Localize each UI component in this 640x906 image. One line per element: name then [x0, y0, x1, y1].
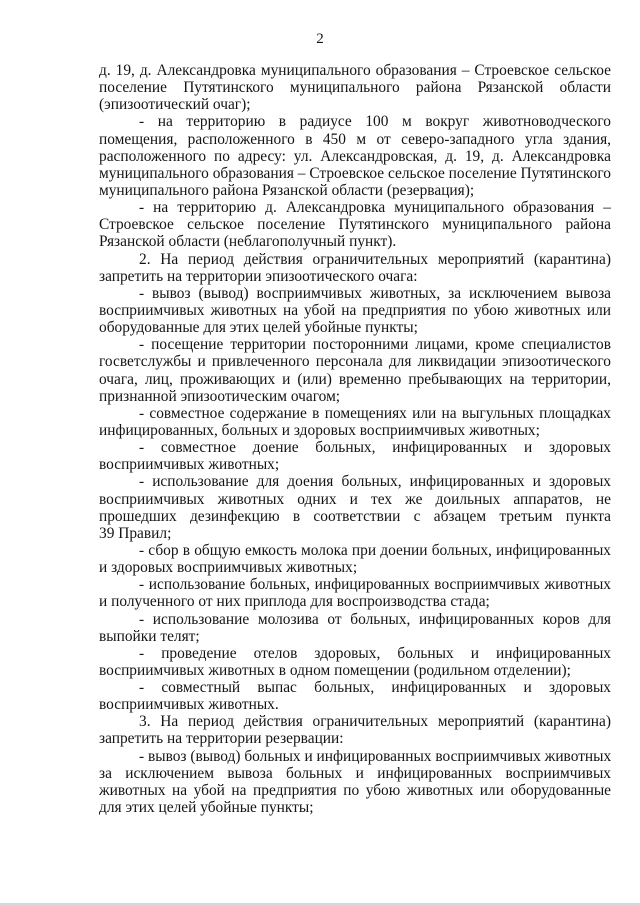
text-line: восприимчивых животных одних и тех же доильных аппаратов, не	[99, 490, 611, 508]
text-line: восприимчивых животных;	[99, 456, 280, 474]
text-line: инфицированных, больных и здоровых восприимчивых животных;	[99, 421, 540, 439]
text-line: выпойки телят;	[99, 627, 200, 645]
text-line: муниципального образования – Строевское сельское поселение Путятинского	[99, 164, 611, 182]
text-line: госветслужбы и привлеченного персонала для ликвидации эпизоотического	[99, 353, 611, 371]
text-line: - использование молозива от больных, инфицированных коров для	[139, 610, 611, 628]
text-line: признанной эпизоотическим очагом;	[99, 387, 341, 405]
text-line: - проведение отелов здоровых, больных и инфицированных	[139, 644, 611, 662]
text-line: муниципального района Рязанской области (резервация);	[99, 181, 475, 199]
text-line: 3. На период действия ограничительных мероприятий (карантина)	[139, 713, 611, 731]
text-line: - использование больных, инфицированных восприимчивых животных	[139, 576, 611, 594]
text-line: очага, лиц, проживающих и (или) временно пребывающих на территории,	[99, 370, 611, 388]
text-line: Строевское сельское поселение Путятинского муниципального района	[99, 216, 611, 234]
text-line: - совместный выпас больных, инфицированных и здоровых	[139, 679, 611, 697]
text-line: запретить на территории резервации:	[99, 730, 344, 748]
text-line: за исключением вывоза больных и инфицированных восприимчивых	[99, 764, 611, 782]
text-line: - совместное содержание в помещениях или на выгульных площадках	[139, 404, 611, 422]
text-line: д. 19, д. Александровка муниципального образования – Строевское сельское	[99, 62, 611, 79]
document-body	[99, 62, 611, 816]
text-line: 39 Правил;	[99, 524, 172, 542]
text-line: - посещение территории посторонними лицами, кроме специалистов	[139, 336, 611, 354]
text-line: - сбор в общую емкость молока при доении больных, инфицированных	[139, 541, 611, 559]
text-line: оборудованные для этих целей убойные пункты;	[99, 319, 418, 337]
text-line: - на территорию д. Александровка муниципального образования –	[139, 199, 611, 217]
text-line: прошедших дезинфекцию в соответствии с абзацем третьим пункта	[99, 507, 611, 525]
text-line: - на территорию в радиусе 100 м вокруг животноводческого	[139, 113, 611, 131]
text-line: - совместное доение больных, инфицированных и здоровых	[139, 439, 611, 457]
text-line: - вывоз (вывод) восприимчивых животных, за исключением вывоза	[139, 284, 611, 302]
text-line: для этих целей убойные пункты;	[99, 799, 314, 817]
text-line: помещения, расположенного в 450 м от северо-западного угла здания,	[99, 130, 611, 148]
text-line: восприимчивых животных на убой на предприятия по убою животных или	[99, 301, 611, 319]
text-line: восприимчивых животных в одном помещении (родильном отделении);	[99, 661, 571, 679]
text-line: поселение Путятинского муниципального района Рязанской области	[99, 79, 611, 97]
text-line: восприимчивых животных.	[99, 696, 279, 714]
text-line: (эпизоотический очаг);	[99, 96, 251, 114]
text-line: и здоровых восприимчивых животных;	[99, 559, 358, 577]
text-line: и полученного от них приплода для воспроизводства стада;	[99, 593, 490, 611]
text-line: животных на убой на предприятия по убою животных или оборудованные	[99, 781, 611, 799]
text-line: 2. На период действия ограничительных мероприятий (карантина)	[139, 250, 611, 268]
text-line: Рязанской области (неблагополучный пункт).	[99, 233, 397, 251]
text-line: запретить на территории эпизоотического очага:	[99, 267, 418, 285]
text-line: - использование для доения больных, инфицированных и здоровых	[139, 473, 611, 491]
text-line: - вывоз (вывод) больных и инфицированных восприимчивых животных	[139, 747, 612, 765]
text-line: расположенного по адресу: ул. Александровская, д. 19, д. Александровка	[99, 147, 611, 165]
page-number: 2	[316, 31, 324, 47]
